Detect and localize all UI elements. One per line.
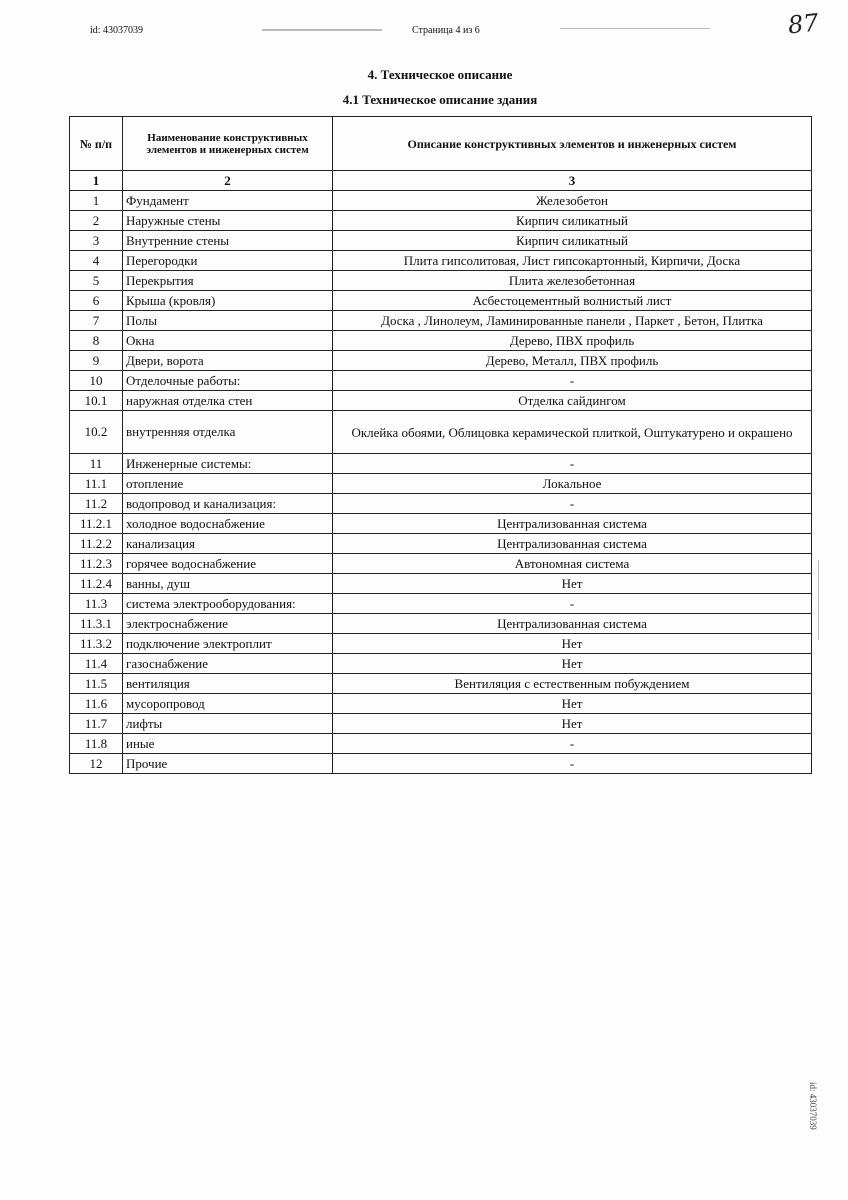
row-element-name: отопление xyxy=(123,474,333,494)
row-number: 9 xyxy=(70,351,123,371)
table-row xyxy=(70,534,812,554)
row-element-name: канализация xyxy=(123,534,333,554)
table-row xyxy=(70,271,812,291)
row-element-name: Окна xyxy=(123,331,333,351)
side-document-id: id: 43037039 xyxy=(808,1082,818,1130)
row-element-name: Перегородки xyxy=(123,251,333,271)
row-description: Централизованная система xyxy=(333,514,812,534)
table-row xyxy=(70,251,812,271)
row-number: 11.2 xyxy=(70,494,123,514)
table-row xyxy=(70,474,812,494)
table-row xyxy=(70,594,812,614)
row-number: 11.5 xyxy=(70,674,123,694)
row-element-name: Фундамент xyxy=(123,191,333,211)
scan-artifact xyxy=(262,29,382,31)
row-description: - xyxy=(333,734,812,754)
table-row xyxy=(70,554,812,574)
row-number: 7 xyxy=(70,311,123,331)
table-row xyxy=(70,311,812,331)
row-element-name: Прочие xyxy=(123,754,333,774)
section-title: 4. Техническое описание xyxy=(367,67,513,82)
row-description: Оклейка обоями, Облицовка керамической плиткой, Оштукатурено и окрашено xyxy=(333,411,812,454)
document-id: id: 43037039 xyxy=(90,25,144,36)
table-row xyxy=(70,514,812,534)
table-row xyxy=(70,494,812,514)
row-element-name: Двери, ворота xyxy=(123,351,333,371)
row-number: 11.2.2 xyxy=(70,534,123,554)
row-number: 2 xyxy=(70,211,123,231)
row-element-name: водопровод и канализация: xyxy=(123,494,333,514)
row-number: 11.4 xyxy=(70,654,123,674)
scan-artifact xyxy=(818,560,819,640)
row-description: Дерево, ПВХ профиль xyxy=(333,331,812,351)
row-element-name: Внутренние стены xyxy=(123,231,333,251)
row-number: 11.2.1 xyxy=(70,514,123,534)
row-description: - xyxy=(333,454,812,474)
row-element-name: Отделочные работы: xyxy=(123,371,333,391)
row-element-name: Перекрытия xyxy=(123,271,333,291)
row-element-name: Крыша (кровля) xyxy=(123,291,333,311)
row-description: Нет xyxy=(333,714,812,734)
row-number: 11.3.1 xyxy=(70,614,123,634)
row-element-name: иные xyxy=(123,734,333,754)
table-row xyxy=(70,754,812,774)
row-number: 8 xyxy=(70,331,123,351)
row-description: Отделка сайдингом xyxy=(333,391,812,411)
table-row xyxy=(70,574,812,594)
row-description: Кирпич силикатный xyxy=(333,231,812,251)
row-number: 11.6 xyxy=(70,694,123,714)
page-indicator: Страница 4 из 6 xyxy=(412,25,480,36)
row-number: 10 xyxy=(70,371,123,391)
row-description: Асбестоцементный волнистый лист xyxy=(333,291,812,311)
table-body xyxy=(70,191,812,774)
row-description: Доска , Линолеум, Ламинированные панели , Паркет , Бетон, Плитка xyxy=(333,311,812,331)
row-element-name: ванны, душ xyxy=(123,574,333,594)
row-description: - xyxy=(333,494,812,514)
subsection-title: 4.1 Техническое описание здания xyxy=(342,92,538,107)
row-description: Автономная система xyxy=(333,554,812,574)
row-number: 11.8 xyxy=(70,734,123,754)
row-description: Локальное xyxy=(333,474,812,494)
table-row xyxy=(70,614,812,634)
row-element-name: Инженерные системы: xyxy=(123,454,333,474)
table-row xyxy=(70,191,812,211)
table-header-row xyxy=(70,117,812,171)
row-description: Железобетон xyxy=(333,191,812,211)
row-description: Централизованная система xyxy=(333,614,812,634)
table-row xyxy=(70,454,812,474)
table-row xyxy=(70,654,812,674)
row-element-name: холодное водоснабжение xyxy=(123,514,333,534)
row-element-name: внутренняя отделка xyxy=(123,411,333,454)
row-element-name: наружная отделка стен xyxy=(123,391,333,411)
row-number: 10.1 xyxy=(70,391,123,411)
row-number: 5 xyxy=(70,271,123,291)
row-number: 3 xyxy=(70,231,123,251)
row-number: 10.2 xyxy=(70,411,123,454)
scan-artifact xyxy=(560,28,710,29)
row-number: 11.2.4 xyxy=(70,574,123,594)
row-number: 11.3 xyxy=(70,594,123,614)
table-row xyxy=(70,694,812,714)
table-row xyxy=(70,714,812,734)
row-description: Нет xyxy=(333,654,812,674)
table-row xyxy=(70,331,812,351)
table-row xyxy=(70,674,812,694)
row-number: 11.3.2 xyxy=(70,634,123,654)
row-element-name: Полы xyxy=(123,311,333,331)
table-row xyxy=(70,231,812,251)
column-number: 3 xyxy=(333,171,812,191)
row-number: 1 xyxy=(70,191,123,211)
row-number: 11.2.3 xyxy=(70,554,123,574)
row-number: 6 xyxy=(70,291,123,311)
row-description: Нет xyxy=(333,574,812,594)
table-row xyxy=(70,411,812,454)
row-description: Дерево, Металл, ПВХ профиль xyxy=(333,351,812,371)
row-element-name: вентиляция xyxy=(123,674,333,694)
column-number: 1 xyxy=(70,171,123,191)
row-description: Вентиляция с естественным побуждением xyxy=(333,674,812,694)
table-row xyxy=(70,391,812,411)
row-element-name: подключение электроплит xyxy=(123,634,333,654)
row-element-name: Наружные стены xyxy=(123,211,333,231)
table-row xyxy=(70,634,812,654)
row-description: Плита гипсолитовая, Лист гипсокартонный, Кирпичи, Доска xyxy=(333,251,812,271)
row-number: 11.7 xyxy=(70,714,123,734)
column-number: 2 xyxy=(123,171,333,191)
row-number: 11.1 xyxy=(70,474,123,494)
table-row xyxy=(70,211,812,231)
row-description: - xyxy=(333,371,812,391)
row-element-name: система электрооборудования: xyxy=(123,594,333,614)
row-element-name: горячее водоснабжение xyxy=(123,554,333,574)
row-element-name: электроснабжение xyxy=(123,614,333,634)
header-number: № п/п xyxy=(70,117,123,171)
column-number-row xyxy=(70,171,812,191)
header-element-name: Наименование конструктивных элементов и инженерных систем xyxy=(123,117,333,171)
row-description: Нет xyxy=(333,694,812,714)
row-number: 4 xyxy=(70,251,123,271)
table-row xyxy=(70,734,812,754)
row-element-name: лифты xyxy=(123,714,333,734)
header-description: Описание конструктивных элементов и инженерных систем xyxy=(333,117,812,171)
row-number: 12 xyxy=(70,754,123,774)
table-row xyxy=(70,351,812,371)
table-row xyxy=(70,371,812,391)
row-description: - xyxy=(333,754,812,774)
row-element-name: мусоропровод xyxy=(123,694,333,714)
technical-description-table xyxy=(69,116,812,774)
row-description: - xyxy=(333,594,812,614)
row-description: Плита железобетонная xyxy=(333,271,812,291)
row-description: Централизованная система xyxy=(333,534,812,554)
handwritten-page-number: 87 xyxy=(786,8,820,40)
row-element-name: газоснабжение xyxy=(123,654,333,674)
row-number: 11 xyxy=(70,454,123,474)
table-row xyxy=(70,291,812,311)
row-description: Кирпич силикатный xyxy=(333,211,812,231)
row-description: Нет xyxy=(333,634,812,654)
